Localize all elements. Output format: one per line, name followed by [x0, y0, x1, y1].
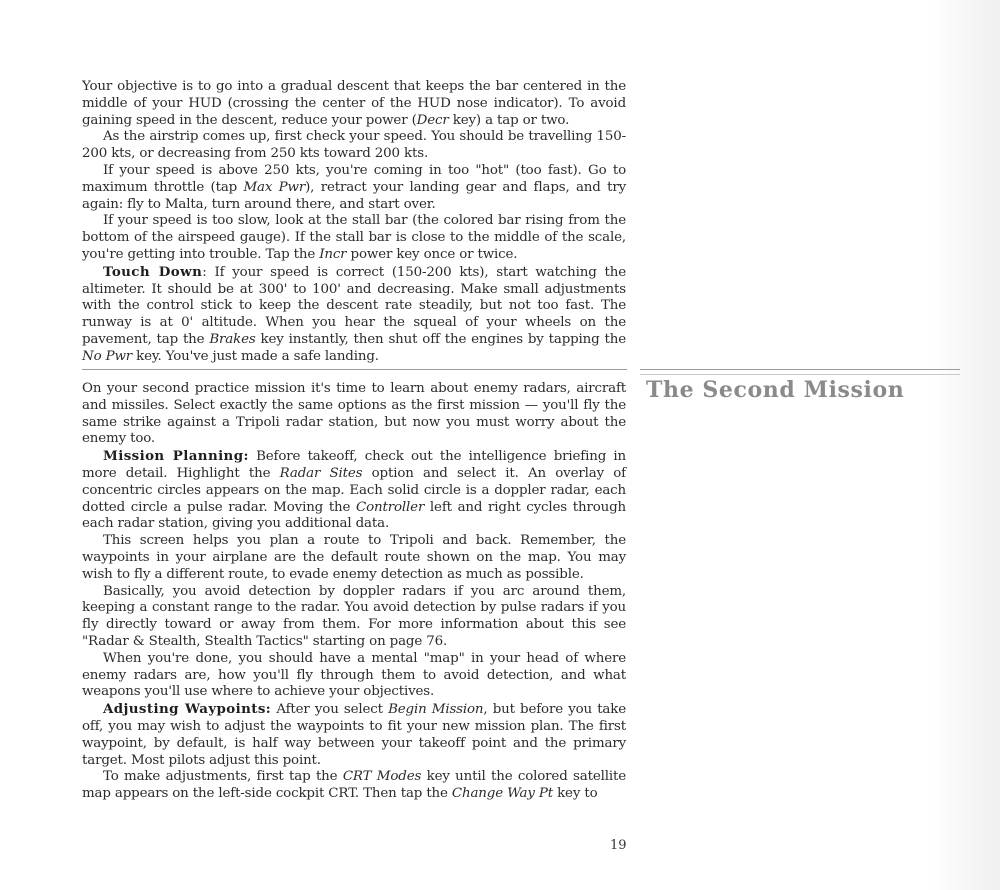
- paragraph: [82, 533, 626, 583]
- paragraph: [82, 701, 626, 769]
- text-run: This screen helps you plan a route to Tripoli and back. Remember, the waypoints in your airplane are the default route shown on the map. You may wish to fly a different route, to evade enemy detection as much as possible.: [82, 533, 626, 582]
- paragraph: [82, 79, 626, 129]
- key-name-text: Brakes: [209, 331, 256, 347]
- paragraph: [82, 651, 626, 701]
- paragraph: [82, 448, 626, 533]
- landing-instructions-text: [82, 79, 626, 366]
- paragraph: [82, 264, 626, 366]
- text-run: key instantly, then shut off the engines by tapping the: [255, 331, 626, 347]
- key-name-text: Incr: [319, 246, 347, 262]
- text-run: When you're done, you should have a mental "map" in your head of where enemy radars are, how you'll fly through them to avoid detection, and what weapons you'll use where to achieve your objectives.: [82, 650, 626, 700]
- text-run: On your second practice mission it's time to learn about enemy radars, aircraft and missiles. Select exactly the same options as the first mission — you'll fly the same strike against a Tripoli radar station, but now you must worry about the enemy too.: [82, 381, 626, 447]
- text-run: option and select it. An overlay of concentric circles appears on the map. Each solid circle is a doppler radar, each dotted circle a pulse radar. Moving the: [82, 465, 626, 515]
- section-divider-right: [640, 369, 960, 375]
- key-name-text: Decr: [416, 112, 449, 128]
- text-run: key) a tap or two.: [448, 112, 570, 128]
- key-name-text: Begin Mission: [388, 702, 484, 718]
- run-in-heading: Mission Planning:: [103, 448, 249, 465]
- second-mission-body-text: [82, 381, 626, 803]
- text-run: If your speed is too slow, look at the stall bar (the colored bar rising from the bottom of the airspeed gauge). If the stall bar is close to the middle of the scale, you're getting into trouble. Tap the: [82, 213, 626, 262]
- paragraph: [82, 381, 626, 448]
- text-run: key to: [552, 786, 598, 802]
- text-run: As the airstrip comes up, first check your speed. You should be travelling 150-200 kts, or decreasing from 250 kts toward 200 kts.: [82, 129, 626, 162]
- text-run: key until the colored satellite map appears on the left-side cockpit CRT. Then tap the: [82, 769, 626, 802]
- section-divider-left: [82, 369, 627, 370]
- text-run: power key once or twice.: [346, 246, 518, 262]
- paragraph: [82, 213, 626, 263]
- text-run: To make adjustments, first tap the: [103, 769, 343, 785]
- text-run: Before takeoff, check out the intelligence briefing in more detail. Highlight the: [82, 449, 626, 481]
- paragraph: [82, 769, 626, 803]
- text-run: Basically, you avoid detection by doppler radars if you arc around them, keeping a constant range to the radar. You avoid detection by pulse radars if you fly directly toward or away from them. For more information about this see "Radar & Stealth, Stealth Tactics" starting on page 76.: [82, 583, 626, 649]
- text-run: : If your speed is correct (150-200 kts), start watching the altimeter. It should be at 300' to 100' and decreasing. Make small adjustments with the control stick to keep the descent rate steadily, but not too fast. The runway is at 0' altitude. When you hear the squeal of your wheels on the pavement, tap the: [82, 264, 627, 347]
- paragraph: [82, 584, 626, 651]
- section-heading: The Second Mission: [646, 377, 905, 403]
- text-run: key. You've just made a safe landing.: [132, 348, 379, 364]
- key-name-text: Radar Sites: [279, 465, 363, 481]
- page-number: 19: [610, 838, 627, 853]
- text-run: ), retract your landing gear and flaps, and try again: fly to Malta, turn around there, and start over.: [82, 179, 626, 212]
- key-name-text: Change Way Pt: [451, 786, 553, 802]
- run-in-heading: Touch Down: [103, 263, 203, 280]
- paragraph: [82, 163, 626, 213]
- run-in-heading: Adjusting Waypoints:: [103, 701, 272, 718]
- paragraph: [82, 129, 626, 163]
- text-run: If your speed is above 250 kts, you're coming in too "hot" (too fast). Go to maximum throttle (tap: [82, 162, 626, 195]
- key-name-text: Controller: [356, 499, 425, 515]
- key-name-text: Max Pwr: [243, 179, 306, 195]
- text-run: Your objective is to go into a gradual descent that keeps the bar centered in the middle of your HUD (crossing the center of the HUD nose indicator). To avoid gaining speed in the descent, reduce your power (: [82, 79, 626, 128]
- text-run: After you select: [271, 702, 389, 718]
- text-run: , but before you take off, you may wish to adjust the waypoints to fit your new mission plan. The first waypoint, by default, is half way between your takeoff point and the primary target. Most pilots adjust this point.: [82, 702, 626, 768]
- key-name-text: No Pwr: [82, 348, 133, 364]
- text-run: left and right cycles through each radar station, giving you additional data.: [82, 499, 626, 532]
- key-name-text: CRT Modes: [342, 769, 422, 785]
